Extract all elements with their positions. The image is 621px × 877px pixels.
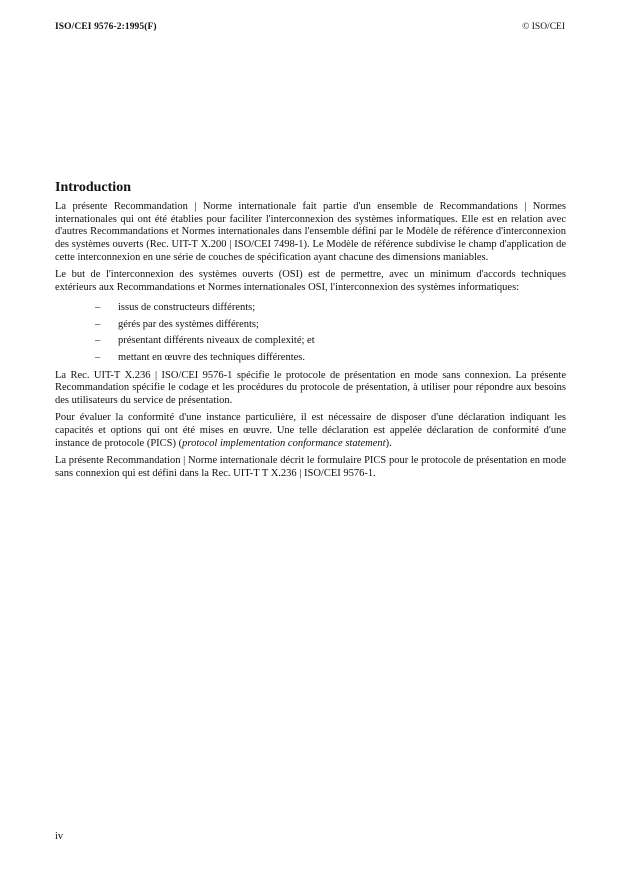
paragraph-1: La présente Recommandation | Norme internationale fait partie d'un ensemble de Recommandations | Normes internationales qui ont été établies pour faciliter l'interconnexion des systèmes informatiques. Elle est en relation avec d'autres Recommandations et Normes internationales dans l'ensemble défini par le Modèle de référence d'interconnexion des systèmes ouverts (Rec. UIT-T X.200 | ISO/CEI 7498-1). Le Modèle de référence subdivise le champ d'application de cette interconnexion en une série de couches de spécification ayant chacune des dimensions maniables.	[55, 201, 566, 263]
paragraph-4-italic-term: protocol implementation conformance statement	[182, 437, 386, 449]
copyright-notice: © ISO/CEI	[522, 22, 565, 32]
bullet-list	[55, 302, 566, 365]
list-item-text: issus de constructeurs différents;	[118, 301, 256, 313]
document-reference: ISO/CEI 9576-2:1995(F)	[55, 22, 157, 32]
page-number: iv	[55, 831, 64, 842]
list-item	[55, 319, 566, 332]
document-body	[55, 201, 566, 485]
paragraph-5: La présente Recommandation | Norme internationale décrit le formulaire PICS pour le protocole de présentation en mode sans connexion qui est défini dans la Rec. UIT-T T X.236 | ISO/CEI 9576-1.	[55, 454, 566, 479]
list-item	[55, 352, 566, 365]
paragraph-2: Le but de l'interconnexion des systèmes ouverts (OSI) est de permettre, avec un minimum d'accords techniques extérieurs aux Recommandations et Normes internationales OSI, l'interconnexion des systèmes informatiques:	[55, 269, 566, 293]
list-item-text: gérés par des systèmes différents;	[118, 318, 259, 330]
paragraph-4-text: Pour évaluer la conformité d'une instance particulière, il est nécessaire de disposer d'une déclaration indiquant les capacités et options qui ont été mises en œuvre. Une telle déclaration est appelée déclaration de conformité d'une instance de protocole (PICS) (	[55, 412, 566, 449]
dash-marker: –	[95, 301, 101, 313]
list-item	[55, 335, 566, 348]
dash-marker: –	[95, 318, 101, 330]
paragraph-3: La Rec. UIT-T X.236 | ISO/CEI 9576-1 spécifie le protocole de présentation en mode sans connexion. La présente Recommandation spécifie le codage et les procédures du protocole de présentation, à utiliser pour répondre aux besoins des utilisateurs du service de présentation.	[55, 369, 566, 407]
list-item	[55, 302, 566, 315]
paragraph-4-closing: ).	[385, 437, 392, 449]
list-item-text: mettant en œuvre des techniques différentes.	[118, 351, 305, 363]
page-title: Introduction	[55, 180, 131, 195]
dash-marker: –	[95, 335, 101, 347]
list-item-text: présentant différents niveaux de complexité; et	[118, 335, 315, 347]
dash-marker: –	[95, 351, 101, 363]
paragraph-4	[55, 412, 566, 450]
